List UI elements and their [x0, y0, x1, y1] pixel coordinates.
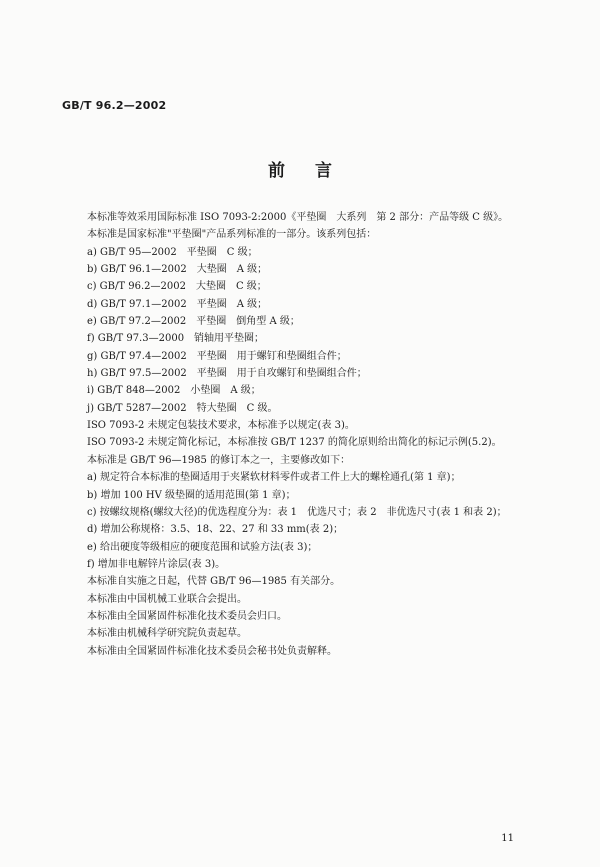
list-item: c) GB/T 96.2—2002 大垫圈 C 级；: [87, 281, 267, 293]
paragraph-marking: ISO 7093-2 未规定简化标记，本标准按 GB/T 1237 的简化原则给出简化的标记示例(5.2)。: [87, 437, 502, 449]
standard-code: GB/T 96.2—2002: [62, 99, 167, 112]
list-item: a) GB/T 95—2002 平垫圈 C 级；: [87, 246, 258, 258]
list-item: f) 增加非电解锌片涂层(表 3)。: [87, 558, 226, 570]
list-item: b) GB/T 96.1—2002 大垫圈 A 级；: [87, 264, 268, 276]
list-item: h) GB/T 97.5—2002 平垫圈 用于自攻螺钉和垫圈组合件；: [87, 368, 367, 380]
paragraph-drafter: 本标准由机械科学研究院负责起草。: [87, 628, 247, 640]
page-title: 前言: [268, 161, 362, 181]
page-number: 11: [501, 833, 514, 844]
list-item: i) GB/T 848—2002 小垫圈 A 级；: [87, 385, 261, 397]
foreword-body: [68, 209, 568, 660]
list-item: e) 给出硬度等级相应的硬度范围和试验方法(表 3)；: [87, 541, 318, 553]
paragraph-administrator: 本标准由全国紧固件标准化技术委员会归口。: [87, 610, 287, 622]
list-item: d) GB/T 97.1—2002 平垫圈 A 级；: [87, 298, 268, 310]
list-item: a) 规定符合本标准的垫圈适用于夹紧软材料零件或者工件上大的螺栓通孔(第 1 章)；: [87, 472, 461, 484]
paragraph-revision: 本标准是 GB/T 96—1985 的修订本之一，主要修改如下：: [87, 454, 351, 466]
paragraph-replacement: 本标准自实施之日起，代替 GB/T 96—1985 有关部分。: [87, 576, 341, 588]
list-item: j) GB/T 5287—2002 特大垫圈 C 级。: [87, 402, 278, 414]
paragraph-packaging: ISO 7093-2 未规定包装技术要求，本标准予以规定(表 3)。: [87, 420, 355, 432]
list-item: e) GB/T 97.2—2002 平垫圈 倒角型 A 级；: [87, 316, 300, 328]
list-item: f) GB/T 97.3—2000 销轴用平垫圈；: [87, 333, 265, 345]
list-item: d) 增加公称规格：3.5、18、22、27 和 33 mm(表 2)；: [87, 524, 344, 536]
list-item: c) 按螺纹规格(螺纹大径)的优选程度分为：表 1 优选尺寸；表 2 非优选尺寸(表 1 和表 2)；: [87, 506, 507, 518]
paragraph-proposer: 本标准由中国机械工业联合会提出。: [87, 593, 247, 605]
paragraph-series-intro: 本标准是国家标准"平垫圈"产品系列标准的一部分。该系列包括：: [87, 229, 377, 241]
list-item: b) 增加 100 HV 级垫圈的适用范围(第 1 章)；: [87, 489, 296, 501]
paragraph-interpreter: 本标准由全国紧固件标准化技术委员会秘书处负责解释。: [87, 645, 337, 657]
list-item: g) GB/T 97.4—2002 平垫圈 用于螺钉和垫圈组合件；: [87, 350, 347, 362]
paragraph-adoption: 本标准等效采用国际标准 ISO 7093-2:2000《平垫圈 大系列 第 2 部分：产品等级 C 级》。: [87, 212, 509, 223]
